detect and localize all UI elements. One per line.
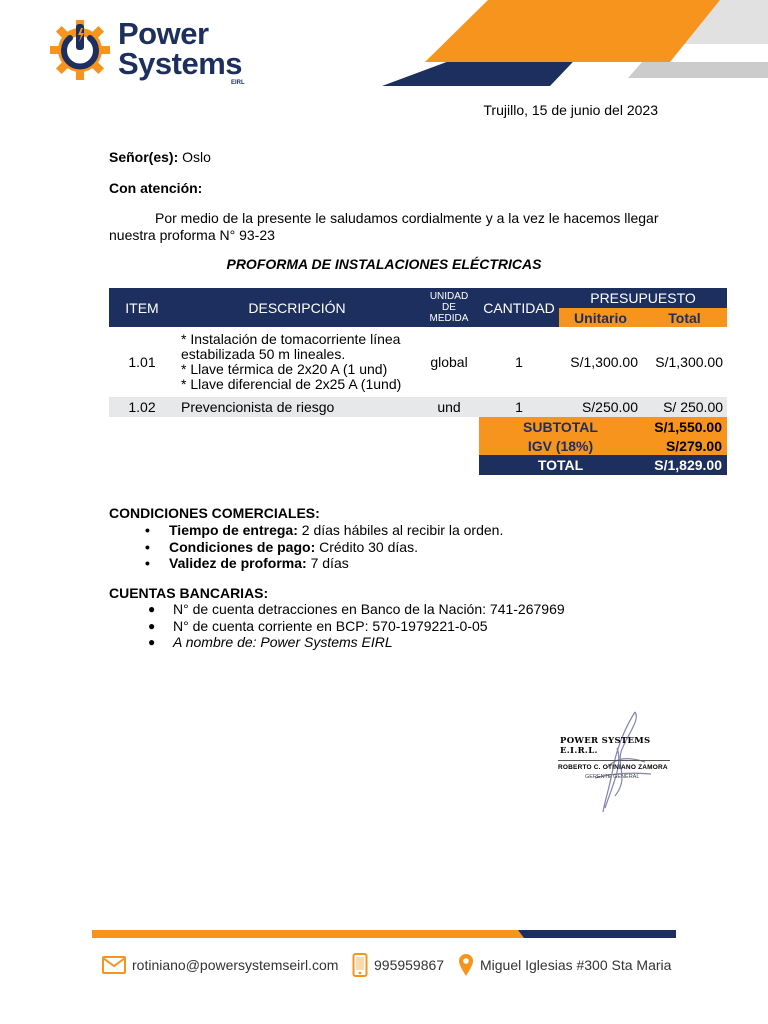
company-logo [48, 14, 268, 86]
footer-address-text: Miguel Iglesias #300 Sta Maria [480, 957, 672, 973]
condition-label: Validez de proforma: [169, 555, 307, 571]
header-unit-line2: DE [442, 302, 456, 313]
bullet-icon: • [145, 522, 150, 538]
row-description-line: estabilizada 50 m lineales. [181, 346, 346, 362]
conditions-list [109, 522, 503, 572]
bullet-icon: ● [148, 635, 156, 649]
handwritten-signature [555, 708, 675, 818]
signature-name: ROBERTO C. OTINIANO ZAMORA [558, 764, 668, 771]
header-description: DESCRIPCIÓN [175, 288, 419, 327]
bank-accounts-list [109, 601, 565, 651]
subtotal-label: SUBTOTAL [479, 417, 642, 436]
footer-decorative-bar [92, 928, 676, 940]
row-description-line: * Llave térmica de 2x20 A (1 und) [181, 361, 388, 377]
document-title: PROFORMA DE INSTALACIONES ELÉCTRICAS [226, 256, 542, 272]
list-item [109, 522, 503, 539]
header-unit-line1: UNIDAD [429, 291, 469, 302]
row-item: 1.01 [109, 327, 175, 397]
row-unit-price: S/1,300.00 [559, 327, 642, 397]
condition-value: 7 días [310, 555, 349, 571]
footer-email[interactable] [102, 952, 338, 978]
total-label: TOTAL [479, 455, 642, 475]
email-icon [102, 956, 126, 974]
subtotal-value: S/1,550.00 [642, 417, 727, 436]
condition-value: Crédito 30 días. [319, 538, 418, 555]
footer-contact [102, 952, 702, 980]
header-unit-price: Unitario [559, 308, 642, 327]
row-item: 1.02 [109, 397, 175, 417]
header-budget: PRESUPUESTO [559, 288, 727, 308]
footer-address [458, 952, 671, 978]
bullet-icon: • [145, 538, 150, 555]
header-quantity: CANTIDAD [479, 288, 559, 327]
power-gear-icon [48, 18, 112, 82]
total-row [109, 455, 727, 475]
location-pin-icon [458, 953, 474, 977]
row-description-line: * Instalación de tomacorriente línea [181, 331, 401, 347]
logo-suffix: EIRL [231, 80, 245, 86]
logo-wordmark-line2: Systems [118, 46, 243, 81]
row-unit: global [419, 327, 479, 397]
attention-label: Con atención: [109, 180, 203, 196]
account-holder-text: A nombre de: Power Systems EIRL [173, 634, 393, 650]
row-unit-price: S/250.00 [559, 397, 642, 417]
intro-text: Por medio de la presente le saludamos cordialmente y a la vez le hacemos llegar nuestra proforma N° 93-23 [109, 210, 659, 243]
bullet-icon: ● [148, 618, 156, 633]
list-item [109, 634, 565, 651]
logo-wordmark-line1: Power [118, 16, 209, 51]
signature-line [558, 760, 670, 761]
list-item [109, 539, 503, 556]
bullet-icon: • [145, 555, 150, 571]
conditions-title: CONDICIONES COMERCIALES: [109, 505, 320, 521]
igv-label: IGV (18%) [479, 436, 642, 455]
bullet-icon: ● [148, 602, 156, 616]
bank-accounts-title: CUENTAS BANCARIAS: [109, 585, 269, 601]
row-description-line: * Llave diferencial de 2x25 A (1und) [181, 376, 402, 392]
recipient-line [109, 149, 211, 165]
header-item: ITEM [109, 288, 175, 327]
intro-paragraph [109, 210, 669, 244]
date-line: Trujillo, 15 de junio del 2023 [483, 102, 658, 118]
list-item [109, 601, 565, 618]
subtotal-row [109, 417, 727, 436]
header-unit [419, 288, 479, 327]
row-total: S/1,300.00 [642, 327, 727, 397]
condition-value: 2 días hábiles al recibir la orden. [301, 522, 504, 538]
quote-table [109, 288, 727, 475]
recipient-label: Señor(es): [109, 149, 179, 165]
signature-company: POWER SYSTEMS E.I.R.L. [560, 736, 651, 756]
table-row [109, 397, 727, 417]
footer-phone[interactable] [352, 952, 444, 978]
table-row [109, 327, 727, 397]
signature-role: GERENTE GENERAL [585, 774, 640, 780]
row-description: Prevencionista de riesgo [175, 397, 419, 417]
condition-label: Tiempo de entrega: [169, 522, 298, 538]
header-total: Total [642, 308, 727, 327]
footer-email-text: rotiniano@powersystemseirl.com [132, 957, 339, 973]
row-quantity: 1 [479, 397, 559, 417]
row-total: S/ 250.00 [642, 397, 727, 417]
list-item [109, 618, 565, 635]
total-value: S/1,829.00 [642, 455, 727, 475]
igv-value: S/279.00 [642, 436, 727, 455]
recipient-name: Oslo [182, 149, 211, 165]
row-quantity: 1 [479, 327, 559, 397]
signature-stamp [555, 708, 675, 818]
footer-phone-text: 995959867 [374, 957, 445, 973]
row-unit: und [419, 397, 479, 417]
igv-row [109, 436, 727, 455]
phone-icon [352, 953, 368, 977]
bank-account-text: N° de cuenta corriente en BCP: 570-1979221-0-05 [173, 617, 488, 634]
header-decorative-bands [380, 0, 768, 90]
condition-label: Condiciones de pago: [169, 538, 316, 555]
list-item [109, 555, 503, 572]
row-description [175, 327, 419, 397]
bank-account-text: N° de cuenta detracciones en Banco de la Nación: 741-267969 [173, 601, 565, 617]
header-unit-line3: MEDIDA [429, 313, 469, 324]
